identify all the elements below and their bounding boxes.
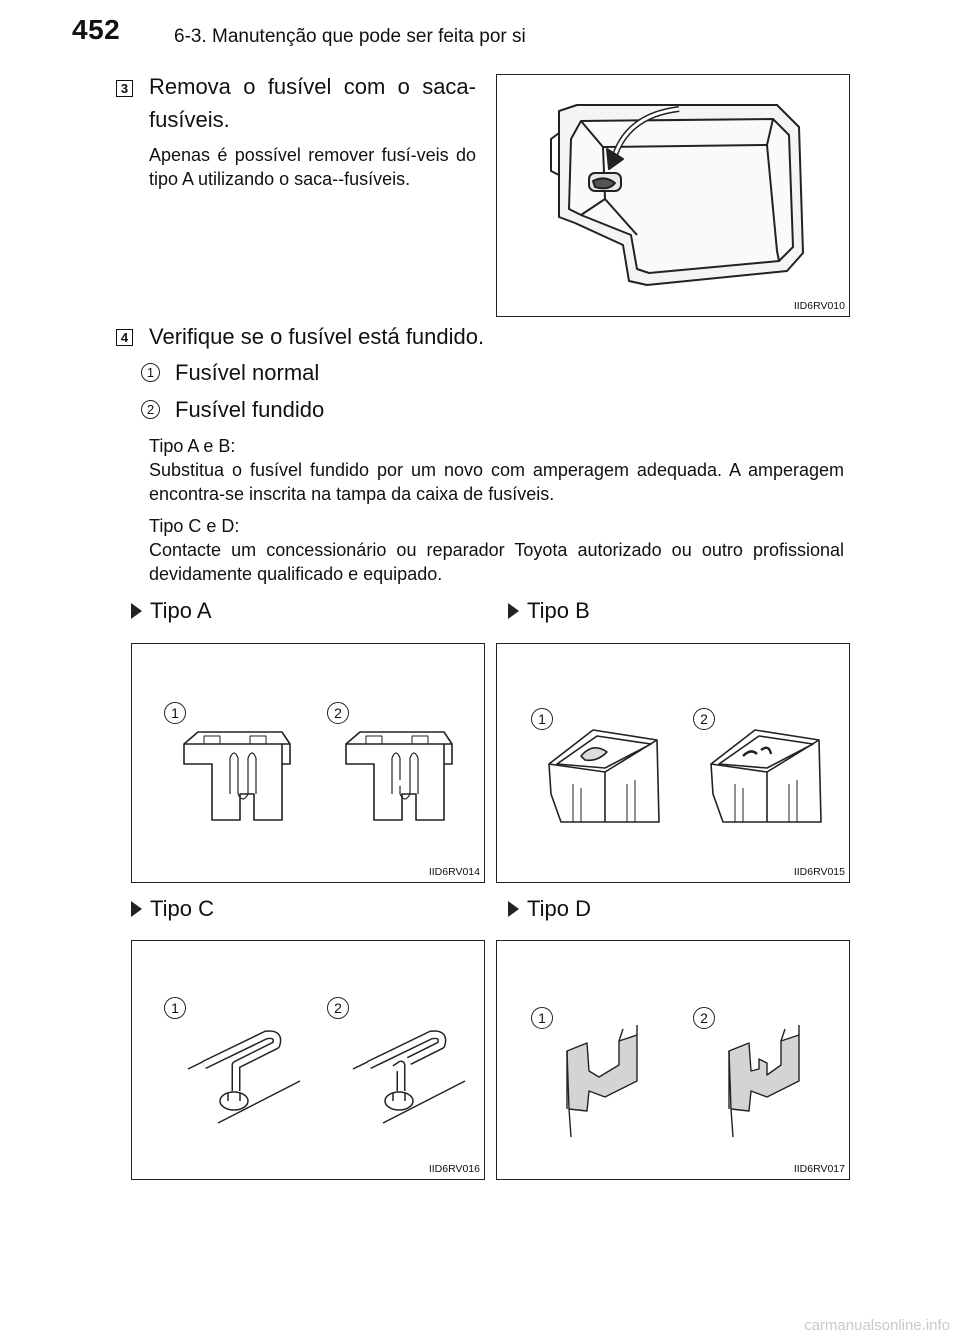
page-number: 452	[72, 14, 121, 45]
arrow-right-icon	[131, 901, 142, 917]
watermark: carmanualsonline.info	[804, 1317, 950, 1334]
item-2-number: 2	[141, 400, 160, 419]
type-b-figure	[496, 643, 850, 883]
step-3-note: Apenas é possível remover fusí-veis do tipo A utilizando o saca--fusíveis.	[149, 145, 476, 189]
item-2-label: Fusível fundido	[175, 397, 325, 422]
fig-b-number-1: 1	[531, 708, 553, 730]
item-1-label: Fusível normal	[175, 360, 320, 385]
section-title: 6-3. Manutenção que pode ser feita por si	[174, 26, 526, 47]
step-4-badge: 4	[116, 329, 133, 346]
step-4-title: Verifique se o fusível está fundido.	[149, 324, 485, 349]
fuse-box-figure	[496, 74, 850, 317]
step-3-title-line2: fusíveis.	[149, 107, 230, 132]
para-ab-head: Tipo A e B:	[149, 436, 236, 456]
type-c-figure	[131, 940, 485, 1180]
type-d-figure	[496, 940, 850, 1180]
fig-d-number-2: 2	[693, 1007, 715, 1029]
fig-b-number-2: 2	[693, 708, 715, 730]
fig-a-number-2: 2	[327, 702, 349, 724]
figure-code: IID6RV010	[793, 300, 845, 312]
item-1-number: 1	[141, 363, 160, 382]
type-a-label: Tipo A	[150, 598, 212, 623]
fuse-box-drawing	[497, 75, 849, 316]
arrow-right-icon	[131, 603, 142, 619]
type-d-label: Tipo D	[527, 896, 591, 921]
para-ab-body: Substitua o fusível fundido por um novo com amperagem adequada. A amperagem encontra-se inscrita na tampa da caixa de fusíveis.	[149, 460, 844, 504]
step-3-badge: 3	[116, 80, 133, 97]
para-cd-head: Tipo C e D:	[149, 516, 240, 536]
figure-code: IID6RV015	[793, 866, 845, 878]
para-cd-body: Contacte um concessionário ou reparador Toyota autorizado ou outro profissional devidamente qualificado e equipado.	[149, 540, 844, 584]
type-b-label: Tipo B	[527, 598, 590, 623]
type-a-figure	[131, 643, 485, 883]
figure-code: IID6RV014	[428, 866, 480, 878]
fig-c-number-2: 2	[327, 997, 349, 1019]
fig-d-number-1: 1	[531, 1007, 553, 1029]
arrow-right-icon	[508, 603, 519, 619]
arrow-right-icon	[508, 901, 519, 917]
figure-code: IID6RV017	[793, 1163, 845, 1175]
figure-code: IID6RV016	[428, 1163, 480, 1175]
type-c-label: Tipo C	[150, 896, 214, 921]
fig-c-number-1: 1	[164, 997, 186, 1019]
fig-a-number-1: 1	[164, 702, 186, 724]
step-3-title-line1: Remova o fusível com o saca-	[149, 74, 476, 99]
